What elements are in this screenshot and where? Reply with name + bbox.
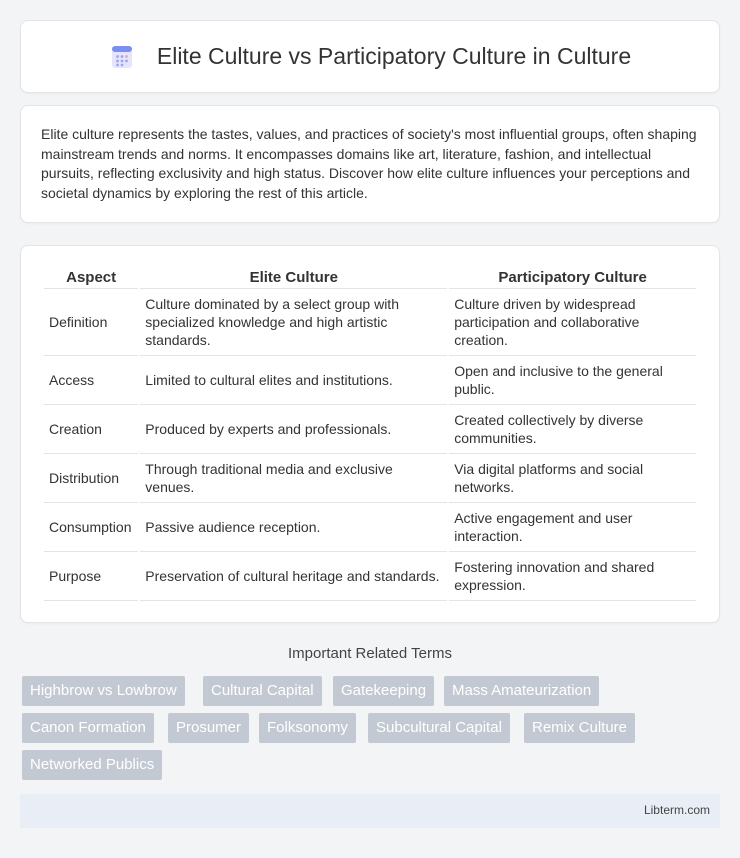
intro-text: Elite culture represents the tastes, values, and practices of society's most influential groups, often shaping mainstream trends and norms. It encompasses domains like art, literature, fashion, and intellectual pursuits, reflecting exclusivity and high status. Discover how elite culture influences your perceptions and societal dynamics by exploring the rest of this article. bbox=[41, 126, 697, 201]
table-cell: Access bbox=[44, 356, 138, 405]
table-cell: Limited to cultural elites and institutions. bbox=[140, 356, 447, 405]
table-header-elite: Elite Culture bbox=[140, 266, 447, 289]
table-cell: Created collectively by diverse communities. bbox=[449, 405, 696, 454]
table-row bbox=[44, 503, 696, 552]
tag-canon-formation[interactable]: Canon Formation bbox=[22, 713, 154, 743]
table-cell: Creation bbox=[44, 405, 138, 454]
tag-subcultural-capital[interactable]: Subcultural Capital bbox=[368, 713, 510, 743]
table-cell: Culture dominated by a select group with specialized knowledge and high artistic standards. bbox=[140, 289, 447, 356]
table-cell: Distribution bbox=[44, 454, 138, 503]
table-row bbox=[44, 356, 696, 405]
comparison-table bbox=[42, 266, 698, 601]
table-cell: Through traditional media and exclusive venues. bbox=[140, 454, 447, 503]
document-icon bbox=[109, 44, 135, 70]
table-cell: Preservation of cultural heritage and standards. bbox=[140, 552, 447, 601]
table-header-participatory: Participatory Culture bbox=[449, 266, 696, 289]
tag-mass-amateurization[interactable]: Mass Amateurization bbox=[444, 676, 599, 706]
intro-card bbox=[20, 105, 720, 223]
table-cell: Via digital platforms and social networks. bbox=[449, 454, 696, 503]
table-cell: Produced by experts and professionals. bbox=[140, 405, 447, 454]
table-cell: Fostering innovation and shared expression. bbox=[449, 552, 696, 601]
comparison-card bbox=[20, 245, 720, 623]
table-cell: Purpose bbox=[44, 552, 138, 601]
table-cell: Passive audience reception. bbox=[140, 503, 447, 552]
table-row bbox=[44, 454, 696, 503]
table-header-aspect: Aspect bbox=[44, 266, 138, 289]
table-row bbox=[44, 405, 696, 454]
table-cell: Definition bbox=[44, 289, 138, 356]
tag-gatekeeping[interactable]: Gatekeeping bbox=[333, 676, 434, 706]
table-row bbox=[44, 552, 696, 601]
header-card bbox=[20, 20, 720, 93]
footer bbox=[20, 794, 720, 828]
related-terms-title: Important Related Terms bbox=[288, 645, 452, 662]
tag-highbrow-vs-lowbrow[interactable]: Highbrow vs Lowbrow bbox=[22, 676, 185, 706]
table-cell: Consumption bbox=[44, 503, 138, 552]
page-title: Elite Culture vs Participatory Culture in Culture bbox=[156, 43, 632, 69]
tag-remix-culture[interactable]: Remix Culture bbox=[524, 713, 635, 743]
tag-folksonomy[interactable]: Folksonomy bbox=[259, 713, 356, 743]
tag-cultural-capital[interactable]: Cultural Capital bbox=[203, 676, 322, 706]
footer-site-link[interactable]: Libterm.com bbox=[643, 803, 710, 817]
table-row bbox=[44, 289, 696, 356]
table-cell: Culture driven by widespread participation and collaborative creation. bbox=[449, 289, 696, 356]
table-cell: Open and inclusive to the general public. bbox=[449, 356, 696, 405]
tag-networked-publics[interactable]: Networked Publics bbox=[22, 750, 162, 780]
table-cell: Active engagement and user interaction. bbox=[449, 503, 696, 552]
tag-prosumer[interactable]: Prosumer bbox=[168, 713, 249, 743]
